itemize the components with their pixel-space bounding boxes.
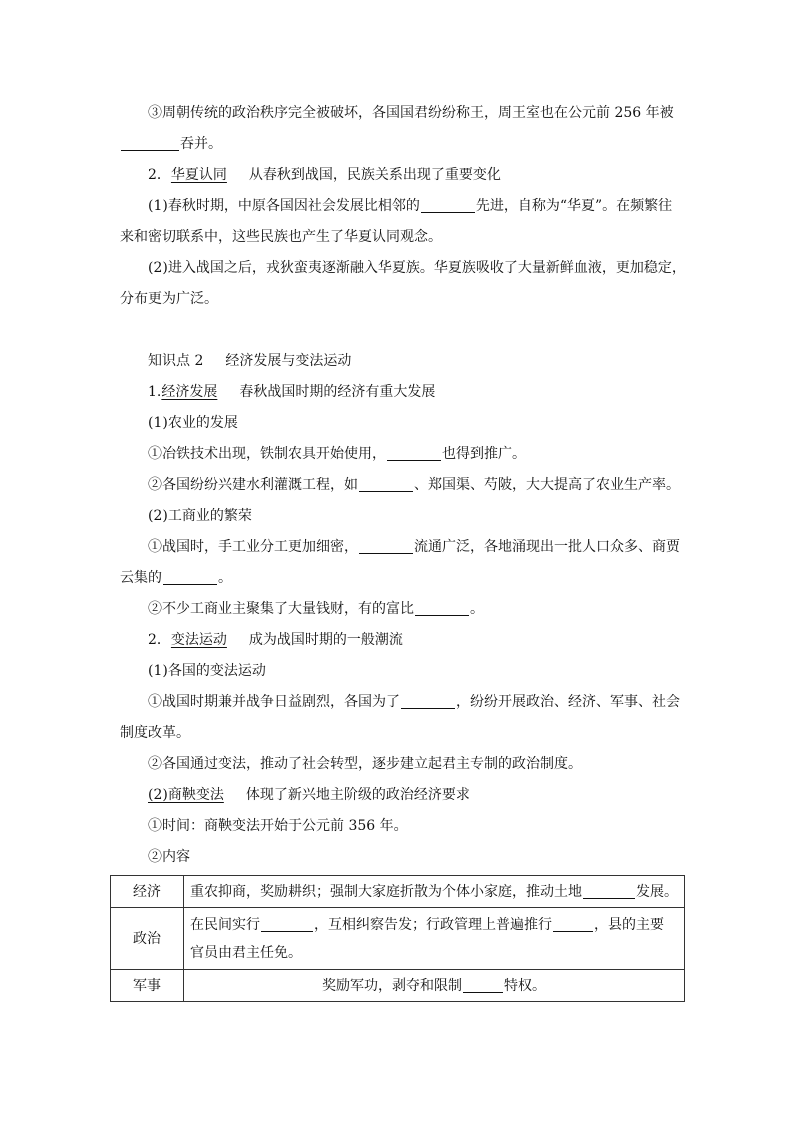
- fill-blank[interactable]: [121, 136, 179, 151]
- heading-title: 华夏认同: [170, 167, 227, 183]
- reform-content-table: [110, 875, 685, 1002]
- row-label-military: 军事: [111, 970, 184, 1002]
- table-row: [111, 908, 685, 970]
- section-heading: 2．华夏认同 从春秋到战国，民族关系出现了重要变化: [148, 167, 501, 183]
- text-line: 制度改革。: [120, 725, 190, 741]
- section-heading: 2．变法运动 成为战国时期的一般潮流: [148, 632, 403, 648]
- heading-title: 变法运动: [170, 632, 227, 648]
- row-content-military: 奖励军功，剥夺和限制 特权。: [184, 970, 685, 1002]
- row-label-politics: 政治: [111, 908, 184, 970]
- text-line: 云集的 。: [120, 570, 232, 586]
- text-line: 分布更为广泛。: [120, 291, 218, 307]
- text-line: 吞并。: [120, 134, 222, 154]
- section-heading: 1.经济发展 春秋战国时期的经济有重大发展: [148, 384, 436, 400]
- fill-blank[interactable]: [463, 978, 503, 993]
- text-line: ①战国时，手工业分工更加细密， 流通广泛，各地涌现出一批人口众多、商贾: [148, 539, 680, 555]
- row-content-politics: 在民间实行 ，互相纠察告发；行政管理上普遍推行 ，县的主要 官员由君主任免。: [184, 908, 685, 970]
- text-line: ②内容: [148, 849, 190, 865]
- fill-blank[interactable]: [163, 570, 217, 585]
- text-line: 来和密切联系中，这些民族也产生了华夏认同观念。: [120, 229, 442, 245]
- text-line: ②各国纷纷兴建水利灌溉工程，如 、郑国渠、芍陂，大大提高了农业生产率。: [148, 477, 680, 493]
- table-row: [111, 970, 685, 1002]
- heading-title: (2)商鞅变法: [148, 787, 224, 803]
- subheading: (2)商鞅变法 体现了新兴地主阶级的政治经济要求: [148, 787, 470, 803]
- text-line: (2)进入战国之后，戎狄蛮夷逐渐融入华夏族。华夏族吸收了大量新鲜血液，更加稳定，: [148, 260, 686, 276]
- row-label-economy: 经济: [111, 876, 184, 908]
- fill-blank[interactable]: [359, 539, 413, 554]
- fill-blank[interactable]: [387, 446, 441, 461]
- text-line: (1)春秋时期，中原各国因社会发展比相邻的 先进，自称为“华夏”。在频繁往: [148, 198, 673, 214]
- subheading: (2)工商业的繁荣: [148, 508, 252, 524]
- subheading: (1)各国的变法运动: [148, 663, 266, 679]
- fill-blank[interactable]: [261, 917, 313, 932]
- subheading: (1)农业的发展: [148, 415, 238, 431]
- text-line: ②不少工商业主聚集了大量钱财，有的富比 。: [148, 601, 484, 617]
- knowledge-point-heading: 知识点 2 经济发展与变法运动: [148, 353, 352, 369]
- text-line: ①时间：商鞅变法开始于公元前 356 年。: [148, 818, 408, 834]
- row-content-economy: 重农抑商，奖励耕织；强制大家庭折散为个体小家庭，推动土地 发展。: [184, 876, 685, 908]
- fill-blank[interactable]: [415, 601, 469, 616]
- text-line: ②各国通过变法，推动了社会转型，逐步建立起君主专制的政治制度。: [148, 756, 582, 772]
- text-line: ①战国时期兼并战争日益剧烈，各国为了 ，纷纷开展政治、经济、军事、社会: [148, 694, 680, 710]
- fill-blank[interactable]: [553, 917, 593, 932]
- fill-blank[interactable]: [359, 477, 413, 492]
- fill-blank[interactable]: [401, 694, 455, 709]
- text-line: ①冶铁技术出现，铁制农具开始使用， 也得到推广。: [148, 446, 526, 462]
- fill-blank[interactable]: [421, 198, 475, 213]
- fill-blank[interactable]: [583, 884, 635, 899]
- table-row: [111, 876, 685, 908]
- text-line: ③周朝传统的政治秩序完全被破坏，各国国君纷纷称王，周王室也在公元前 256 年被: [148, 105, 674, 121]
- heading-title: 经济发展: [161, 384, 218, 400]
